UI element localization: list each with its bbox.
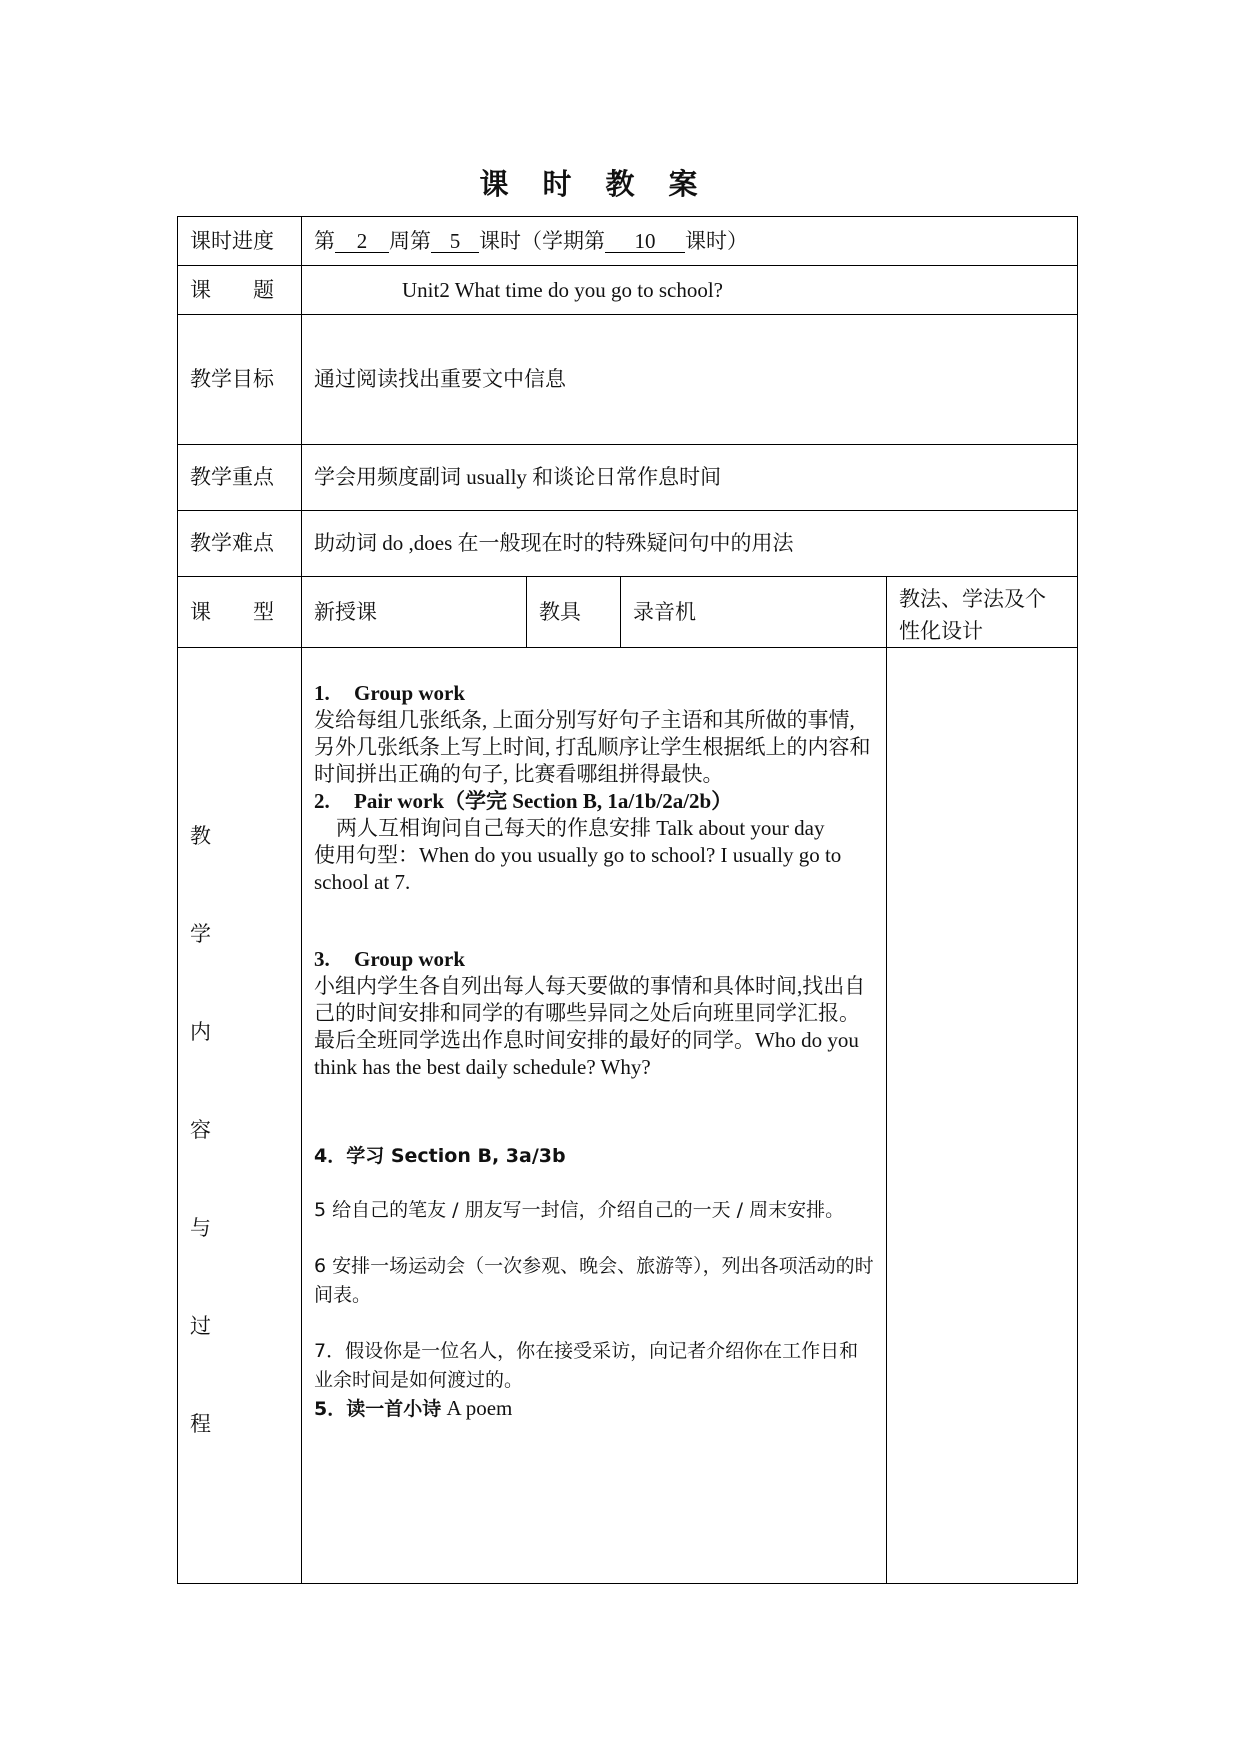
key-label: 教学重点 bbox=[178, 445, 302, 511]
tools-label: 教具 bbox=[527, 577, 621, 648]
type-value: 新授课 bbox=[302, 577, 527, 648]
difficulty-row bbox=[178, 511, 1078, 577]
progress-suffix: 课时） bbox=[685, 228, 748, 253]
section-2-heading: 2. Pair work（学完 Section B, 1a/1b/2a/2b） bbox=[314, 789, 733, 813]
difficulty-value: 助动词 do ,does 在一般现在时的特殊疑问句中的用法 bbox=[302, 511, 1078, 577]
page-title bbox=[0, 162, 1241, 203]
goal-value: 通过阅读找出重要文中信息 bbox=[302, 315, 1078, 445]
tools-value: 录音机 bbox=[621, 577, 887, 648]
goal-row bbox=[178, 315, 1078, 445]
section-3-heading: 3. Group work bbox=[314, 947, 466, 971]
term-lesson-number: 10 bbox=[605, 230, 685, 253]
section-7: 7．假设你是一位名人，你在接受采访，向记者介绍你在工作日和业余时间是如何渡过的。 bbox=[314, 1340, 859, 1391]
topic-label: 课 题 bbox=[178, 266, 302, 315]
title-char: 案 bbox=[668, 169, 698, 201]
section-2-pattern: 使用句型：When do you usually go to school? I usually go to school at 7. bbox=[314, 843, 842, 894]
process-row bbox=[178, 648, 1078, 1584]
key-row bbox=[178, 445, 1078, 511]
progress-row bbox=[178, 217, 1078, 266]
title-char: 时 bbox=[542, 169, 572, 201]
type-label: 课 型 bbox=[178, 577, 302, 648]
section-2-text: 两人互相询问自己每天的作息安排 Talk about your day bbox=[336, 816, 825, 840]
section-1-heading: 1. Group work bbox=[314, 681, 466, 705]
section-1-text: 发给每组几张纸条, 上面分别写好句子主语和其所做的事情,另外几张纸条上写上时间, 打乱顺序让学生根据纸上的内容和时间拼出正确的句子, 比赛看哪组拼得最快。 bbox=[314, 708, 871, 786]
difficulty-label: 教学难点 bbox=[178, 511, 302, 577]
lesson-plan-table bbox=[177, 216, 1078, 1584]
progress-term-text: 课时（学期第 bbox=[479, 228, 605, 253]
section-5: 5 给自己的笔友 / 朋友写一封信，介绍自己的一天 / 周末安排。 bbox=[314, 1199, 845, 1221]
section-4: 4．学习 Section B, 3a/3b bbox=[314, 1145, 566, 1167]
goal-label: 教学目标 bbox=[178, 315, 302, 445]
section-3-text: 小组内学生各自列出每人每天要做的事情和具体时间,找出自己的时间安排和同学的有哪些异同之处后向班里同学汇报。最后全班同学选出作息时间安排的最好的同学。Who do you think has the best daily schedule? Why? bbox=[314, 974, 866, 1079]
type-row bbox=[178, 577, 1078, 648]
progress-prefix: 第 bbox=[314, 228, 335, 253]
week-number: 2 bbox=[335, 230, 389, 253]
topic-row bbox=[178, 266, 1078, 315]
process-content bbox=[302, 648, 887, 1584]
title-char: 课 bbox=[479, 169, 509, 201]
key-value: 学会用频度副词 usually 和谈论日常作息时间 bbox=[302, 445, 1078, 511]
progress-week-text: 周第 bbox=[389, 228, 431, 253]
topic-value: Unit2 What time do you go to school? bbox=[302, 266, 1078, 315]
progress-label: 课时进度 bbox=[178, 217, 302, 266]
section-6: 6 安排一场运动会（一次参观、晚会、旅游等），列出各项活动的时间表。 bbox=[314, 1255, 874, 1306]
progress-value bbox=[302, 217, 1078, 266]
title-char: 教 bbox=[605, 169, 635, 201]
lesson-number: 5 bbox=[431, 230, 479, 253]
methods-label: 教法、学法及个性化设计 bbox=[887, 577, 1078, 648]
process-label: 教 学 内 容 与 过 程 bbox=[178, 648, 302, 1584]
section-poem: 5．读一首小诗 A poem bbox=[314, 1396, 513, 1420]
methods-content bbox=[887, 648, 1078, 1584]
